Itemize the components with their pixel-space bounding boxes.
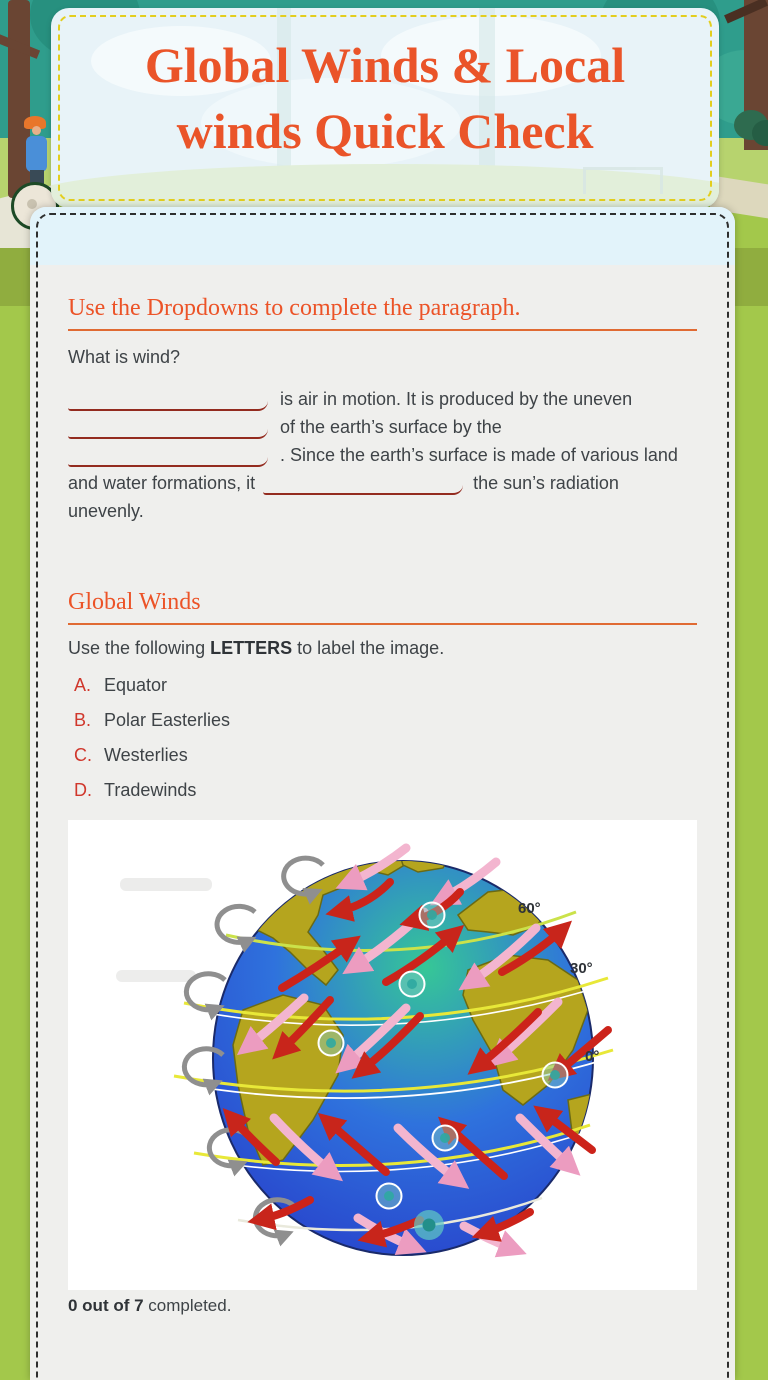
option-letter: B. [74, 710, 92, 730]
worksheet-body [30, 207, 735, 1380]
progress-text: completed. [143, 1296, 232, 1315]
option-westerlies [74, 745, 697, 767]
paragraph-text: unevenly. [68, 501, 144, 521]
option-tradewinds [74, 780, 697, 802]
option-letter: C. [74, 745, 92, 765]
progress-count: 0 out of 7 [68, 1296, 144, 1315]
question-text: What is wind? [68, 347, 181, 367]
title-card [51, 8, 719, 208]
option-letter: D. [74, 780, 92, 800]
latitude-label: 60° [518, 900, 541, 917]
drop-marker-5[interactable] [433, 1126, 458, 1151]
dropdown-blank-3[interactable] [68, 443, 268, 467]
section-divider [68, 623, 697, 625]
option-label: Tradewinds [104, 780, 197, 800]
option-label: Westerlies [104, 745, 188, 765]
person-figure [32, 126, 41, 135]
drop-marker-7[interactable] [414, 1210, 444, 1240]
drop-marker-1[interactable] [420, 903, 445, 928]
paragraph-line [68, 497, 697, 525]
paragraph-text: . Since the earth’s surface is made of various land [280, 445, 678, 465]
bench-decoration [583, 167, 663, 194]
paragraph-line [68, 469, 697, 497]
instruction-text: to label the image. [292, 638, 445, 658]
drop-marker-4[interactable] [543, 1063, 568, 1088]
person-figure [26, 136, 47, 172]
labeling-instruction [68, 638, 697, 659]
drop-marker-2[interactable] [400, 972, 425, 997]
section-heading-global-winds: Global Winds [68, 589, 201, 615]
fill-in-paragraph [68, 385, 697, 525]
option-polar-easterlies [74, 710, 697, 732]
paragraph-text: the sun’s radiation [473, 473, 619, 493]
latitude-label: 0° [585, 1048, 600, 1065]
worksheet-content [30, 295, 735, 1316]
letter-options-list [68, 675, 697, 802]
paragraph-text: and water formations, it [68, 473, 256, 493]
worksheet-title: Global Winds & Local winds Quick Check [144, 37, 626, 159]
dropdown-blank-4[interactable] [263, 471, 463, 495]
section-divider [68, 329, 697, 331]
drop-marker-6[interactable] [377, 1184, 402, 1209]
progress-status [68, 1296, 697, 1316]
section-heading-dropdowns: Use the Dropdowns to complete the paragraph. [68, 295, 521, 321]
option-label: Equator [104, 675, 168, 695]
instruction-bold-text: LETTERS [210, 638, 293, 658]
global-winds-globe-image [68, 820, 697, 1290]
dropdown-blank-1[interactable] [68, 387, 268, 411]
drop-marker-3[interactable] [319, 1031, 344, 1056]
latitude-label: 30° [570, 960, 593, 977]
option-equator [74, 675, 697, 697]
option-letter: A. [74, 675, 92, 695]
bicycle-wheel-hub [27, 199, 37, 209]
paragraph-line [68, 385, 697, 413]
paragraph-line [68, 441, 697, 469]
paragraph-line [68, 413, 697, 441]
instruction-text: Use the following [68, 638, 211, 658]
paragraph-text: is air in motion. It is produced by the uneven [280, 389, 633, 409]
option-label: Polar Easterlies [104, 710, 231, 730]
worksheet-header-strip [30, 207, 735, 265]
dropdown-blank-2[interactable] [68, 415, 268, 439]
paragraph-text: of the earth’s surface by the [280, 417, 502, 437]
global-winds-image-panel [68, 820, 697, 1290]
